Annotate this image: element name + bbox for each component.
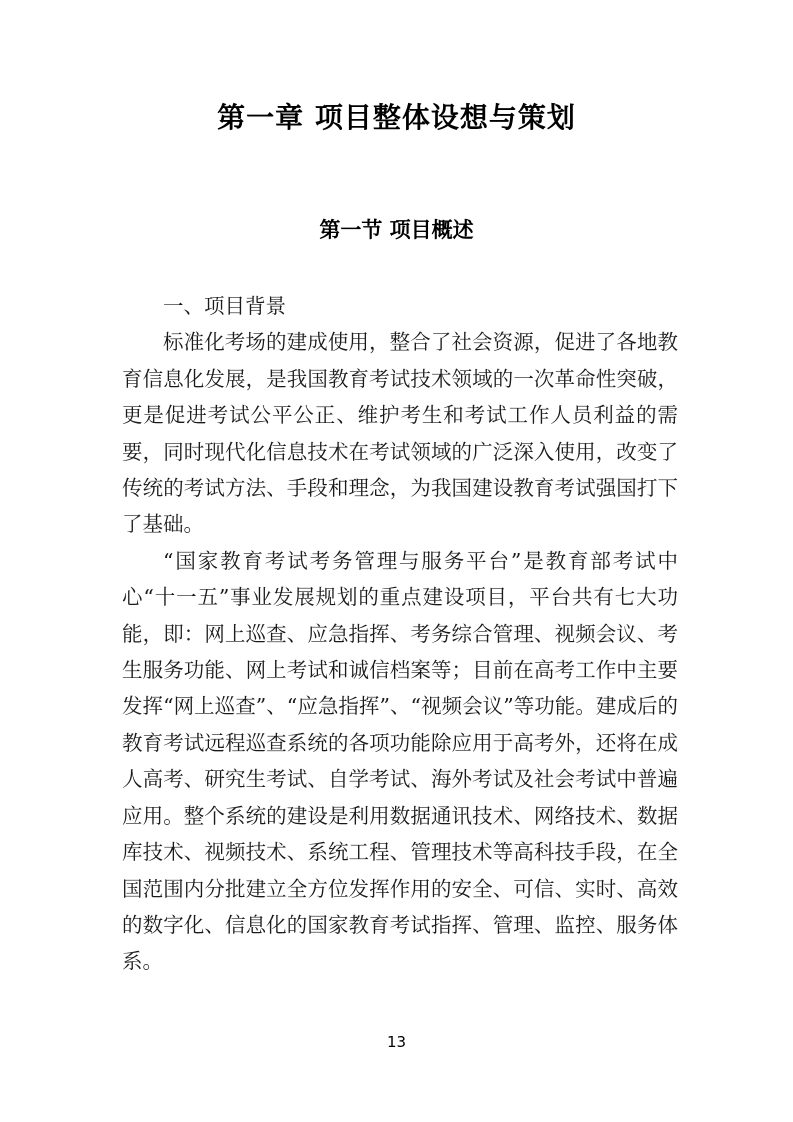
body-text — [122, 288, 678, 980]
subheading: 一、项目背景 — [163, 294, 286, 318]
paragraph-2: “国家教育考试考务管理与服务平台”是教育部考试中心“十一五”事业发展规划的重点建设项目，平台共有七大功能，即：网上巡查、应急指挥、考务综合管理、视频会议、考生服务功能、网上考试和诚信档案等；目前在高考工作中主要发挥“网上巡查”、“应急指挥”、“视频会议”等功能。建成后的教育考试远程巡查系统的各项功能除应用于高考外，还将在成人高考、研究生考试、自学考试、海外考试及社会考试中普遍应用。整个系统的建设是利用数据通讯技术、网络技术、数据库技术、视频技术、系统工程、管理技术等高科技手段，在全国范围内分批建立全方位发挥作用的安全、可信、实时、高效的数字化、信息化的国家教育考试指挥、管理、监控、服务体系。 — [122, 548, 678, 974]
page-number: 13 — [386, 1033, 407, 1051]
chapter-title: 第一章 项目整体设想与策划 — [217, 101, 576, 134]
section-title: 第一节 项目概述 — [319, 218, 474, 242]
paragraph-1: 标准化考场的建成使用，整合了社会资源，促进了各地教育信息化发展，是我国教育考试技术领域的一次革命性突破，更是促进考试公平公正、维护考生和考试工作人员利益的需要，同时现代化信息技术在考试领域的广泛深入使用，改变了传统的考试方法、手段和理念，为我国建设教育考试强国打下了基础。 — [122, 330, 678, 537]
